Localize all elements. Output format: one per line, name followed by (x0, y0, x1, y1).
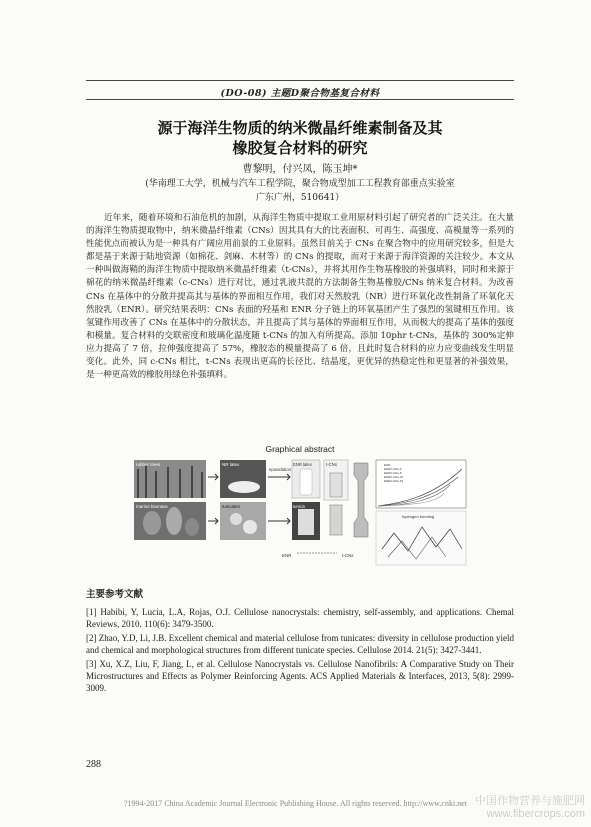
label-nr-latex: NR latex (222, 462, 240, 467)
label-enr: ENR (282, 553, 292, 558)
arrow-1 (208, 474, 218, 480)
label-epoxidation: epoxidation (269, 467, 291, 472)
label-rubber-trees: rubber trees (136, 462, 161, 467)
tunicate-blob-1 (230, 513, 242, 525)
label-t-cns-bottom: t-CNs (342, 553, 354, 558)
graphical-abstract-svg (132, 457, 468, 567)
abstract-text: 近年来，随着环境和石油危机的加剧，从海洋生物质中提取工业用原材料引起了研究者的广泛关注。在大量的海洋生物质提取物中，纳米微晶纤维素（CNs）因其具有大的比表面积、可再生、高强度、高模量等一系列的性能优点而被认为是一种具有广阔应用前景的工业原料。虽然目前关于 CNs 在聚合物中的应用研究较多，但是大都是基于来源于陆地资源（如棉花、剑麻、木材等）的 CNs 的提取，而对于来源于海洋资源的关注较少。本文从一种叫做海鞘的海洋生物质中提取纳米微晶纤维素（t-CNs），并将其用作生物基橡胶的补强填料，同时和来源于棉花的纳米微晶纤维素（c-CNs）进行对比，通过乳液共混的方法制备生物基橡胶/CNs 纳米复合材料。为改善 CNs 在基体中的分散并提高其与基体的界面相互作用，我们对天然胶乳（NR）进行环氧化改性制备了环氧化天然胶乳（ENR）。研究结果表明：CNs 表面的羟基和 ENR 分子链上的环氧基团产生了强烈的氢键相互作用。该氢键作用改善了 CNs 在基体中的分散状态，并且提高了其与基体的界面相互作用，从而极大的提高了基体的强度和模量。复合材料的交联密度和玻璃化温度随 t-CNs 的加入有所提高。添加 10phr t-CNs，基体的 300%定伸应力提高了 7 倍，拉伸强度提高了 57%，橡胶态的模量提高了 6 倍，且此时复合材料的应力应变曲线发生明显变化。此外，同 c-CNs 相比，t-CNs 表现出更高的长径比、结晶度，更优异的热稳定性和更显著的补强效果，是一种更高效的橡胶用绿色补强填料。 (86, 213, 514, 381)
legend-entry: ENR/t-CNs-2 (384, 467, 402, 471)
article-title-line1: 源于海洋生物质的纳米微晶纤维素制备及其 (157, 119, 443, 137)
tunicin-sample (298, 509, 314, 535)
watermark-line1: 中国作物营养与施肥网 (475, 795, 585, 807)
arrow-epoxidation (268, 474, 290, 480)
graphical-abstract-title: Graphical abstract (265, 444, 335, 454)
article-affiliation (86, 177, 514, 205)
watermark-line2: www.fibercrops.com (486, 808, 585, 820)
label-enr-latex: ENR latex (293, 462, 312, 467)
legend-entry: ENR/t-CNs-5 (384, 471, 402, 475)
arrow-3 (268, 518, 290, 524)
label-t-cns: t-CNs (326, 462, 337, 467)
graphical-abstract-figure (132, 457, 468, 567)
article-title-line2: 橡胶复合材料的研究 (232, 139, 368, 157)
legend-entry: ENR/t-CNs-10 (384, 475, 404, 479)
copyright-footer: ?1994-2017 China Academic Journal Electronic Publishing House. All rights reserved. http://www.cnki.net (124, 799, 467, 808)
page-number: 288 (86, 759, 101, 770)
reference-item: [2] Zhao, Y.D, Li, J.B. Excellent chemical and material cellulose from tunicates: diversity in cellulose production yield and chemical and morphological structures from different tunicate species. Cellulose 2014. 21(5): 3427-3441. (86, 633, 514, 655)
tunicate-shape-2 (166, 507, 182, 535)
enr-latex-bottle (300, 469, 312, 495)
affiliation-line1: (华南理工大学，机械与汽车工程学院，聚合物成型加工工程教育部重点实验室 (145, 179, 455, 189)
article-title (86, 118, 514, 158)
label-tunicin: tunicin (293, 504, 306, 509)
reference-item: [1] Habibi, Y, Lucia, L.A, Rojas, O.J. Cellulose nanocrystals: chemistry, self-assembly, and applications. Chemal Reviews, 2010. 110(6): 3479-3500. (86, 607, 514, 629)
t-cns-vial-top (330, 473, 342, 497)
site-watermark (475, 795, 585, 821)
label-hydrogen-bonding: hydrogen bonding (402, 514, 435, 519)
legend-entry: ENR (384, 463, 391, 467)
references-heading: 主要参考文献 (86, 589, 144, 600)
running-head: (DO-08) 主题D聚合物基复合材料 (220, 88, 380, 99)
header-rule-top (86, 80, 514, 81)
label-marine-biomass: marine biomass (136, 504, 168, 509)
legend-entry: ENR/t-CNs-15 (384, 479, 404, 483)
t-cns-vial-bottom (330, 505, 342, 535)
reference-list (86, 606, 514, 696)
tunicate-shape-1 (143, 511, 161, 535)
header-rule-bottom (86, 99, 514, 100)
label-tunicates: tunicates (222, 504, 241, 509)
tunicate-blob-2 (243, 520, 257, 534)
article-authors: 曹黎明，付兴凤，陈玉坤* (242, 164, 358, 175)
hydrogen-bond-scheme (376, 511, 466, 565)
latex-pool (228, 481, 260, 493)
arrow-2 (208, 518, 218, 524)
affiliation-line2: 广东广州，510641） (255, 193, 345, 203)
reference-item: [3] Xu, X.Z, Liu, F, Jiang, L, et al. Cellulose Nanocrystals vs. Cellulose Nanofibrils: A Comparative Study on Their Microstructures and Effects as Polymer Reinforcing Agents. ACS Applied Materials & Interfaces, 2013, 5(8): 2999-3009. (86, 659, 514, 693)
dumbbell-specimen (354, 463, 368, 537)
tunicate-shape-3 (185, 518, 199, 536)
